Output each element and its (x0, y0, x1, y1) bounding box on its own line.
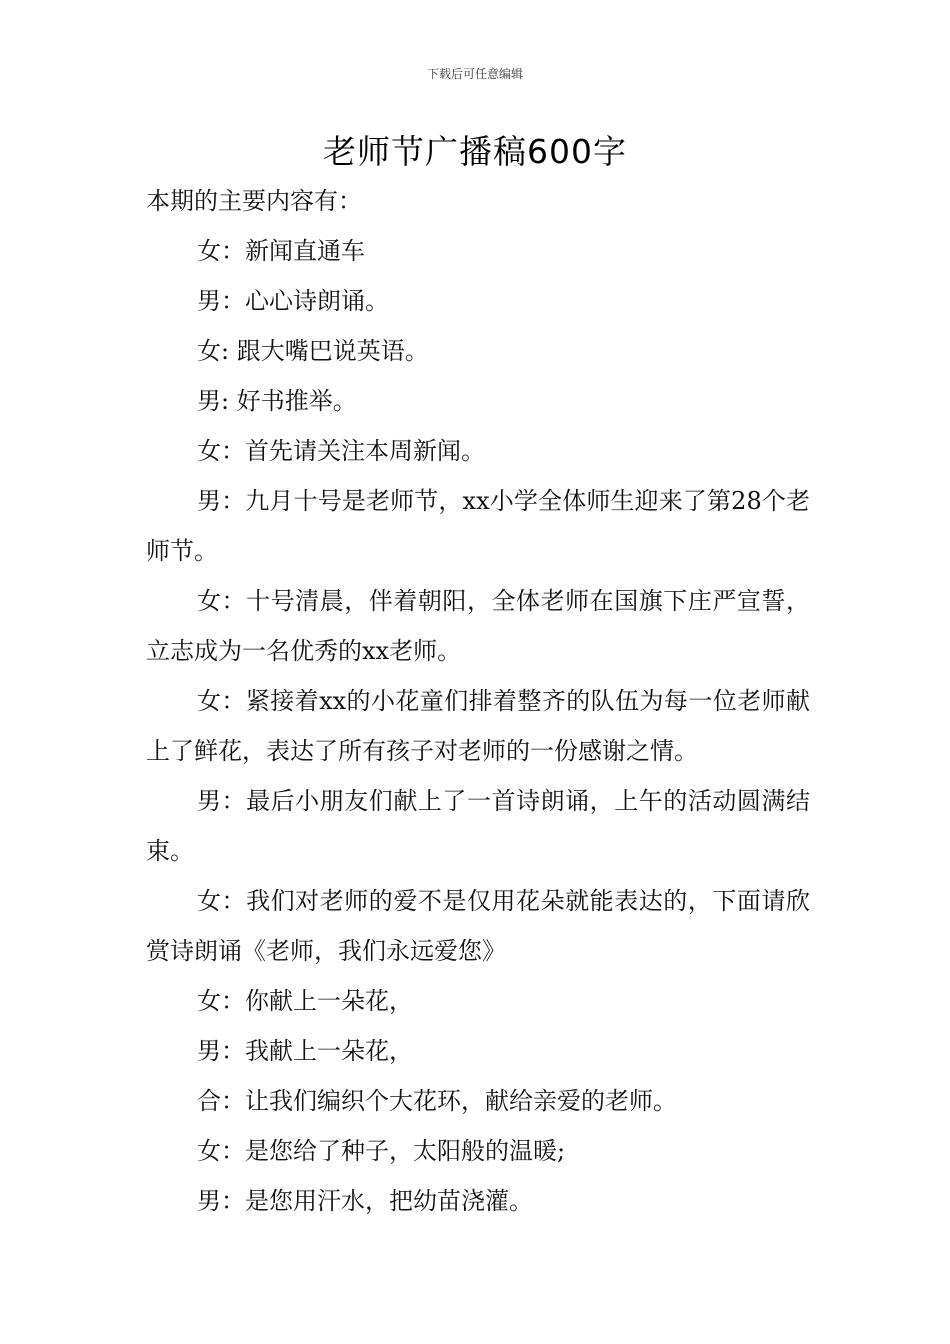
intro-paragraph: 本期的主要内容有： (146, 187, 362, 215)
paragraph: 男：我献上一朵花， (197, 1037, 413, 1065)
paragraph: 女：我们对老师的爱不是仅用花朵就能表达的，下面请欣赏诗朗诵《老师，我们永远爱您》 (146, 887, 810, 965)
paragraph: 男：是您用汗水，把幼苗浇灌。 (197, 1187, 533, 1215)
paragraph: 女: 跟大嘴巴说英语。 (197, 337, 429, 365)
paragraph: 女：你献上一朵花， (197, 987, 413, 1015)
paragraph: 男：九月十号是老师节，xx小学全体师生迎来了第28个老师节。 (146, 487, 810, 565)
document-title: 老师节广播稿600字 (323, 132, 627, 171)
paragraph: 女：紧接着xx的小花童们排着整齐的队伍为每一位老师献上了鲜花，表达了所有孩子对老师的一份感谢之情。 (146, 687, 810, 765)
paragraph: 女：首先请关注本周新闻。 (197, 437, 485, 465)
paragraph: 男：心心诗朗诵。 (197, 287, 389, 315)
paragraph: 女：新闻直通车 (197, 237, 365, 265)
paragraph: 男：最后小朋友们献上了一首诗朗诵，上午的活动圆满结束。 (146, 787, 810, 865)
paragraph: 合：让我们编织个大花环，献给亲爱的老师。 (197, 1087, 677, 1115)
paragraph: 男: 好书推举。 (197, 387, 357, 415)
paragraph: 女：十号清晨，伴着朝阳，全体老师在国旗下庄严宣誓，立志成为一名优秀的xx老师。 (146, 587, 810, 665)
document-body (146, 176, 810, 1226)
paragraph: 女：是您给了种子，太阳般的温暖; (197, 1137, 566, 1165)
header-note: 下载后可任意编辑 (426, 67, 523, 81)
